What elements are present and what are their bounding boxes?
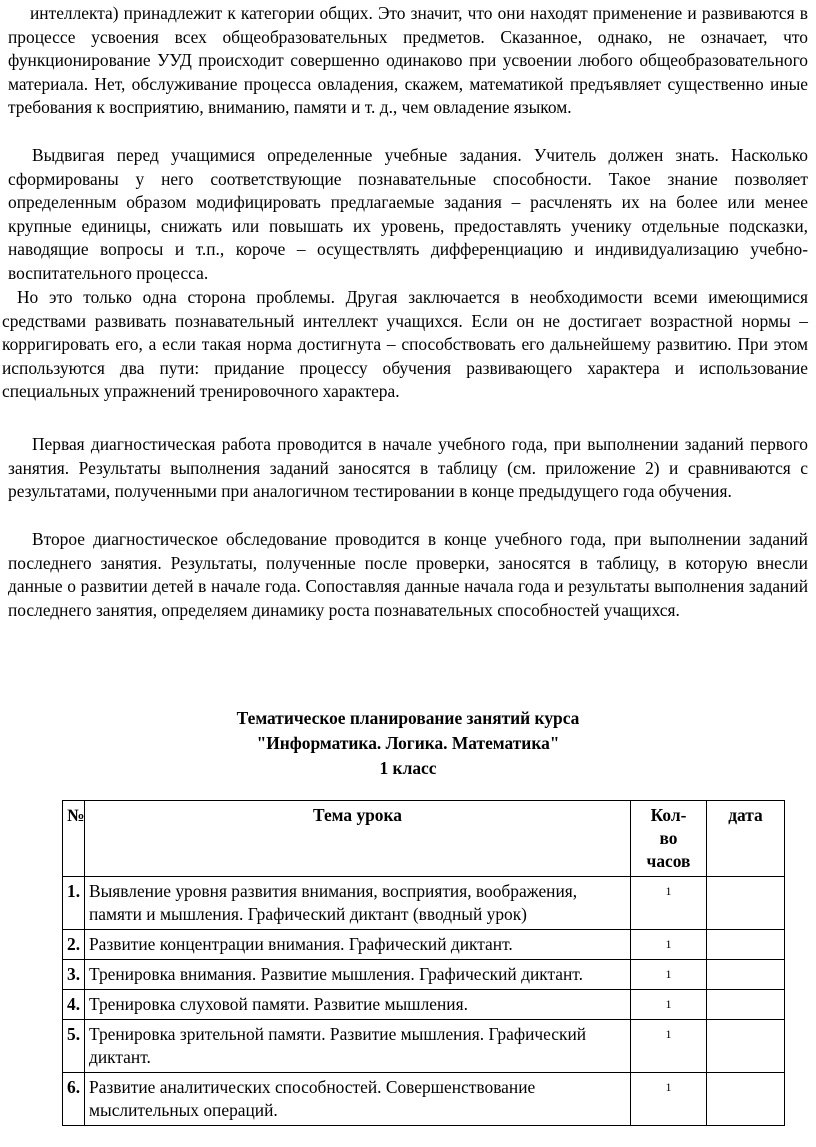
row-date xyxy=(707,930,785,960)
table-row xyxy=(63,930,785,960)
header-number: № xyxy=(63,801,85,877)
row-number: 5. xyxy=(63,1020,85,1073)
row-hours: 1 xyxy=(631,960,707,990)
header-hours-line1: Кол- xyxy=(650,805,687,825)
header-date: дата xyxy=(707,801,785,877)
header-hours-line2: во xyxy=(659,828,678,848)
paragraph-2: Выдвигая перед учащимися определенные учебные задания. Учитель должен знать. Насколько сформированы у него соответствующие познавательные способности. Такое знание позволяет определенным образом модифицировать предлагаемые задания – расчленять их на более или менее крупные единицы, снижать или повышать их уровень, предоставлять ученику отдельные подсказки, наводящие вопросы и т.п., короче – осуществлять дифференциацию и индивидуализацию учебно-воспитательного процесса. xyxy=(8,145,808,283)
row-number: 6. xyxy=(63,1073,85,1126)
table-row xyxy=(63,1073,785,1126)
paragraph-1: интеллекта) принадлежит к категории общих. Это значит, что они находят применение и развиваются в процессе усвоения всех общеобразовательных предметов. Сказанное, однако, не означает, что функционирование УУД происходит совершенно одинаково при усвоении любого общеобразовательного материала. Нет, обслуживание процесса овладения, скажем, математикой предъявляет существенно иные требования к восприятию, вниманию, памяти и т. д., чем овладение языком. xyxy=(8,3,808,118)
row-hours: 1 xyxy=(631,1020,707,1073)
table-row xyxy=(63,990,785,1020)
paragraph-3: Но это только одна сторона проблемы. Другая заключается в необходимости всеми имеющимися средствами развивать познавательный интеллект учащихся. Если он не достигает возрастной нормы – корригировать его, а если такая норма достигнута – способствовать его дальнейшему развитию. При этом используются два пути: придание процессу обучения развивающего характера и использование специальных упражнений тренировочного характера. xyxy=(2,287,808,402)
plan-heading-course: "Информатика. Логика. Математика" xyxy=(256,733,560,753)
plan-heading-grade: 1 класс xyxy=(379,758,437,778)
row-topic: Развитие концентрации внимания. Графический диктант. xyxy=(85,930,631,960)
row-number: 4. xyxy=(63,990,85,1020)
row-date xyxy=(707,960,785,990)
row-hours: 1 xyxy=(631,1073,707,1126)
row-date xyxy=(707,1020,785,1073)
row-hours: 1 xyxy=(631,877,707,930)
table-row xyxy=(63,960,785,990)
row-hours: 1 xyxy=(631,930,707,960)
header-hours-line3: часов xyxy=(646,851,691,871)
row-date xyxy=(707,1073,785,1126)
paragraph-5: Второе диагностическое обследование проводится в конце учебного года, при выполнении заданий последнего занятия. Результаты, полученные после проверки, заносятся в таблицу, в которую внесли данные о развитии детей в начале года. Сопоставляя данные начала года и результаты выполнения заданий последнего занятия, определяем динамику роста познавательных способностей учащихся. xyxy=(8,529,808,620)
header-topic: Тема урока xyxy=(85,801,631,877)
row-number: 1. xyxy=(63,877,85,930)
row-date xyxy=(707,877,785,930)
row-topic: Тренировка внимания. Развитие мышления. Графический диктант. xyxy=(85,960,631,990)
row-number: 2. xyxy=(63,930,85,960)
row-topic: Развитие аналитических способностей. Совершенствование мыслительных операций. xyxy=(85,1073,631,1126)
header-hours xyxy=(631,801,707,877)
table-row xyxy=(63,877,785,930)
lesson-plan-table xyxy=(62,800,785,1126)
table-header-row xyxy=(63,801,785,877)
paragraph-4: Первая диагностическая работа проводится в начале учебного года, при выполнении заданий первого занятия. Результаты выполнения заданий заносятся в таблицу (см. приложение 2) и сравниваются с результатами, полученными при аналогичном тестировании в конце предыдущего года обучения. xyxy=(8,434,808,502)
row-topic: Тренировка зрительной памяти. Развитие мышления. Графический диктант. xyxy=(85,1020,631,1073)
row-number: 3. xyxy=(63,960,85,990)
table-row xyxy=(63,1020,785,1073)
plan-heading-title: Тематическое планирование занятий курса xyxy=(236,708,580,728)
row-topic: Выявление уровня развития внимания, восприятия, воображения, памяти и мышления. Графический диктант (вводный урок) xyxy=(85,877,631,930)
row-topic: Тренировка слуховой памяти. Развитие мышления. xyxy=(85,990,631,1020)
row-date xyxy=(707,990,785,1020)
row-hours: 1 xyxy=(631,990,707,1020)
